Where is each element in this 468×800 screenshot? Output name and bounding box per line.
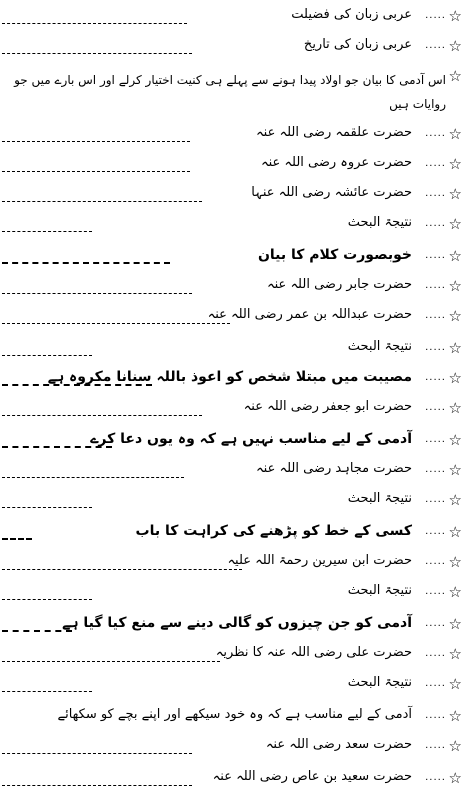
dot-leader: ..... bbox=[425, 218, 446, 229]
entry-title: حضرت ابن سیرین رحمۃ اللہ علیہ bbox=[227, 553, 412, 568]
leader-line bbox=[2, 355, 92, 356]
star-icon: ☆ bbox=[448, 307, 462, 325]
dot-leader: ..... bbox=[425, 158, 446, 169]
leader-line bbox=[2, 569, 242, 570]
dot-leader: ..... bbox=[425, 678, 446, 689]
toc-entry[interactable] bbox=[0, 4, 468, 30]
dot-leader: ..... bbox=[425, 10, 446, 21]
leader-line bbox=[2, 630, 72, 632]
leader-line bbox=[2, 23, 187, 24]
star-icon: ☆ bbox=[448, 215, 462, 233]
entry-title: آدمی کو جن چیزوں کو گالی دینے سے منع کیا گیا ہے bbox=[62, 615, 412, 631]
dot-leader: ..... bbox=[425, 280, 446, 291]
star-icon: ☆ bbox=[448, 675, 462, 693]
dot-leader: ..... bbox=[425, 128, 446, 139]
entry-title: نتیجۃ البحث bbox=[347, 215, 412, 230]
leader-line bbox=[2, 53, 192, 54]
entry-title: عربی زبان کی فضیلت bbox=[291, 7, 412, 22]
star-icon: ☆ bbox=[448, 247, 462, 265]
star-icon: ☆ bbox=[448, 737, 462, 755]
toc-entry[interactable] bbox=[0, 304, 468, 330]
leader-line bbox=[2, 231, 92, 232]
leader-line bbox=[2, 507, 92, 508]
star-icon: ☆ bbox=[448, 7, 462, 25]
dot-leader: ..... bbox=[425, 40, 446, 51]
dot-leader: ..... bbox=[425, 434, 446, 445]
toc-entry[interactable] bbox=[0, 122, 468, 148]
leader-line bbox=[2, 262, 170, 264]
entry-title: حضرت علی رضی اللہ عنہ کا نظریہ bbox=[215, 645, 412, 660]
toc-entry[interactable] bbox=[0, 458, 468, 484]
entry-title: حضرت سعید بن عاص رضی اللہ عنہ bbox=[212, 769, 412, 784]
star-icon: ☆ bbox=[448, 461, 462, 479]
entry-title: حضرت عروہ رضی اللہ عنہ bbox=[260, 155, 412, 170]
leader-line bbox=[2, 661, 220, 662]
toc-entry[interactable] bbox=[0, 244, 468, 270]
dot-leader: ..... bbox=[425, 342, 446, 353]
entry-title: اس آدمی کا بیان جو اولاد پیدا ہونے سے پہلے ہی کنیت اختیار کرلے اور اس بارے میں جو روایات ہیں bbox=[14, 73, 446, 111]
entry-title: حضرت علقمہ رضی اللہ عنہ bbox=[256, 125, 412, 140]
entry-title: حضرت ابو جعفر رضی اللہ عنہ bbox=[243, 399, 412, 414]
toc-entry[interactable] bbox=[0, 672, 468, 698]
entry-title: حضرت عبداللہ بن عمر رضی اللہ عنہ bbox=[207, 307, 412, 322]
entry-title: نتیجۃ البحث bbox=[347, 339, 412, 354]
entry-title: آدمی کے لیے مناسب ہے کہ وہ خود سیکھے اور اپنے بچے کو سکھائے bbox=[57, 707, 412, 722]
toc-entry[interactable] bbox=[0, 336, 468, 362]
entry-title: آدمی کے لیے مناسب نہیں ہے کہ وہ یوں دعا کرے bbox=[90, 431, 412, 447]
toc-entry[interactable] bbox=[0, 274, 468, 300]
leader-line bbox=[2, 538, 32, 540]
dot-leader: ..... bbox=[425, 310, 446, 321]
leader-line bbox=[2, 323, 230, 324]
dot-leader: ..... bbox=[425, 556, 446, 567]
entry-title: حضرت سعد رضی اللہ عنہ bbox=[265, 737, 412, 752]
entry-title: خوبصورت کلام کا بیان bbox=[257, 247, 412, 263]
star-icon: ☆ bbox=[448, 615, 462, 633]
toc-entry[interactable] bbox=[0, 704, 468, 730]
toc-entry[interactable] bbox=[0, 520, 468, 546]
toc-entry[interactable] bbox=[0, 366, 468, 392]
star-icon: ☆ bbox=[448, 769, 462, 787]
star-icon: ☆ bbox=[448, 339, 462, 357]
toc-entry[interactable] bbox=[0, 550, 468, 576]
toc-entry[interactable] bbox=[0, 64, 468, 118]
toc-entry[interactable] bbox=[0, 212, 468, 238]
star-icon: ☆ bbox=[448, 185, 462, 203]
star-icon: ☆ bbox=[448, 67, 462, 85]
star-icon: ☆ bbox=[448, 37, 462, 55]
toc-entry[interactable] bbox=[0, 488, 468, 514]
entry-title: نتیجۃ البحث bbox=[347, 583, 412, 598]
star-icon: ☆ bbox=[448, 553, 462, 571]
star-icon: ☆ bbox=[448, 125, 462, 143]
entry-title: حضرت مجاہد رضی اللہ عنہ bbox=[256, 461, 412, 476]
toc-entry[interactable] bbox=[0, 612, 468, 638]
star-icon: ☆ bbox=[448, 583, 462, 601]
toc-entry[interactable] bbox=[0, 734, 468, 760]
leader-line bbox=[2, 415, 202, 416]
leader-line bbox=[2, 293, 192, 294]
star-icon: ☆ bbox=[448, 707, 462, 725]
star-icon: ☆ bbox=[448, 369, 462, 387]
entry-title: مصیبت میں مبتلا شخص کو اعوذ باللہ سنانا مکروہ ہے bbox=[47, 369, 412, 385]
entry-title: حضرت جابر رضی اللہ عنہ bbox=[267, 277, 412, 292]
dot-leader: ..... bbox=[425, 618, 446, 629]
leader-line bbox=[2, 599, 92, 600]
dot-leader: ..... bbox=[425, 710, 446, 721]
leader-line bbox=[2, 384, 152, 386]
leader-line bbox=[2, 785, 192, 786]
toc-entry[interactable] bbox=[0, 428, 468, 454]
toc-entry[interactable] bbox=[0, 580, 468, 606]
dot-leader: ..... bbox=[425, 740, 446, 751]
dot-leader: ..... bbox=[425, 772, 446, 783]
toc-entry[interactable] bbox=[0, 34, 468, 60]
dot-leader: ..... bbox=[425, 526, 446, 537]
dot-leader: ..... bbox=[425, 402, 446, 413]
dot-leader: ..... bbox=[425, 372, 446, 383]
toc-entry[interactable] bbox=[0, 766, 468, 792]
toc-entry[interactable] bbox=[0, 152, 468, 178]
leader-line bbox=[2, 446, 112, 448]
star-icon: ☆ bbox=[448, 399, 462, 417]
entry-title: عربی زبان کی تاریخ bbox=[303, 37, 412, 52]
star-icon: ☆ bbox=[448, 491, 462, 509]
dot-leader: ..... bbox=[425, 648, 446, 659]
toc-entry[interactable] bbox=[0, 396, 468, 422]
entry-title: کسی کے خط کو پڑھنے کی کراہت کا باب bbox=[135, 523, 412, 539]
leader-line bbox=[2, 477, 184, 478]
dot-leader: ..... bbox=[425, 586, 446, 597]
dot-leader: ..... bbox=[425, 250, 446, 261]
toc-entry[interactable] bbox=[0, 182, 468, 208]
entry-title: نتیجۃ البحث bbox=[347, 491, 412, 506]
star-icon: ☆ bbox=[448, 155, 462, 173]
star-icon: ☆ bbox=[448, 523, 462, 541]
leader-line bbox=[2, 171, 190, 172]
star-icon: ☆ bbox=[448, 277, 462, 295]
toc-entry[interactable] bbox=[0, 642, 468, 668]
star-icon: ☆ bbox=[448, 645, 462, 663]
dot-leader: ..... bbox=[425, 464, 446, 475]
dot-leader: ..... bbox=[425, 188, 446, 199]
entry-title: حضرت عائشہ رضی اللہ عنہا bbox=[251, 185, 412, 200]
dot-leader: ..... bbox=[425, 494, 446, 505]
entry-title: نتیجۃ البحث bbox=[347, 675, 412, 690]
leader-line bbox=[2, 141, 190, 142]
leader-line bbox=[2, 753, 192, 754]
leader-line bbox=[2, 201, 202, 202]
star-icon: ☆ bbox=[448, 431, 462, 449]
leader-line bbox=[2, 691, 92, 692]
